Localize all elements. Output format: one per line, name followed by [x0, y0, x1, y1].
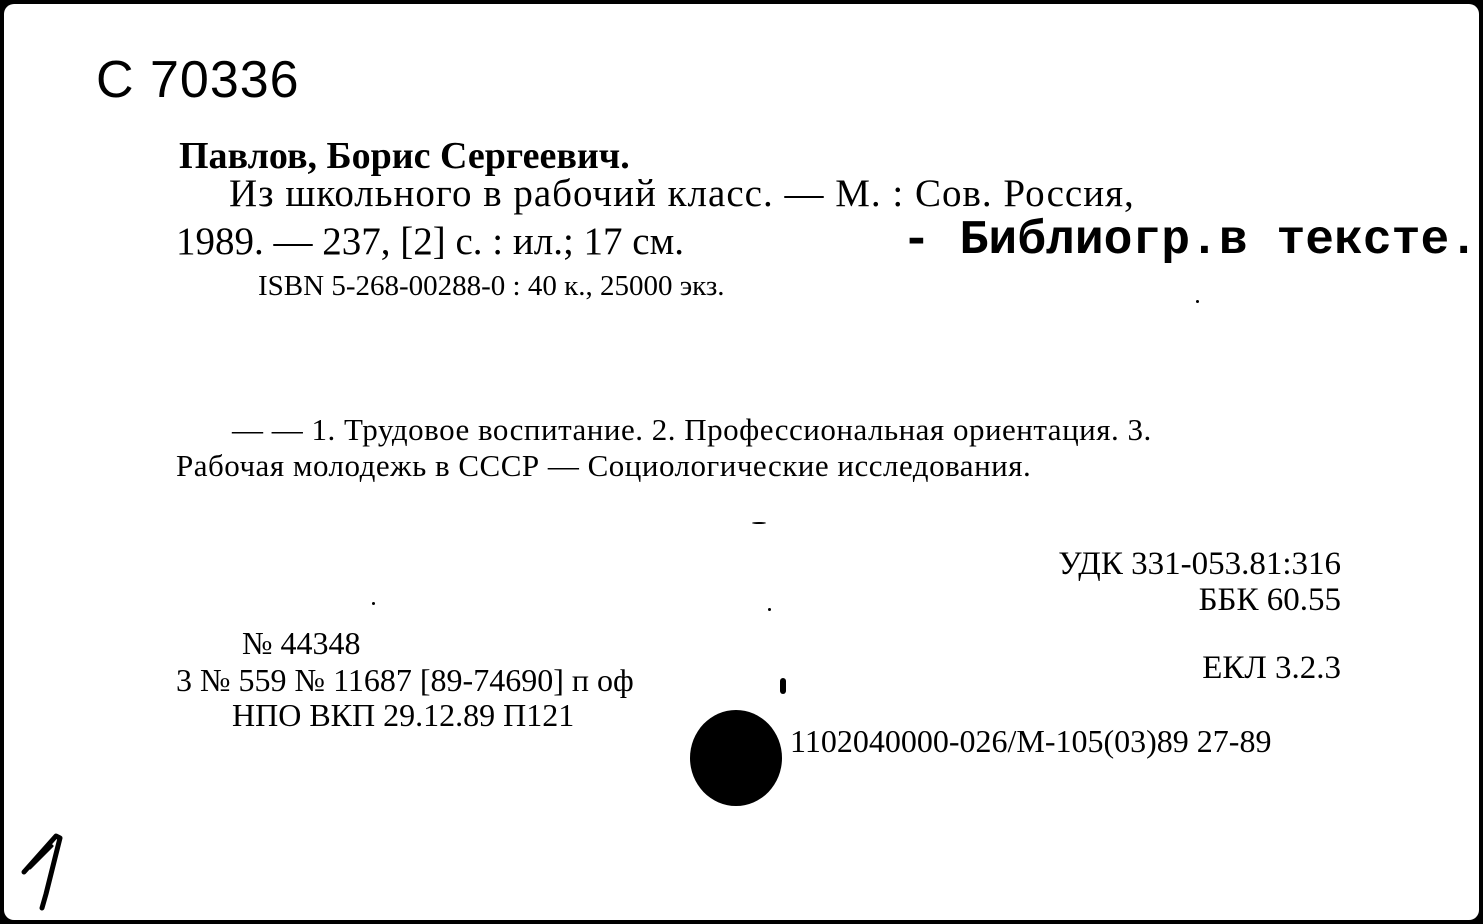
print-speck	[768, 608, 771, 611]
shelf-mark: С 70336	[96, 51, 300, 109]
catalog-card	[4, 4, 1479, 920]
print-speck	[372, 602, 375, 605]
print-speck	[752, 522, 766, 524]
bbk-classification: ББК 60.55	[1198, 582, 1341, 618]
print-speck	[1196, 300, 1199, 303]
udk-classification: УДК 331-053.81:316	[1058, 546, 1341, 582]
npo-line: НПО ВКП 29.12.89 П121	[232, 697, 575, 733]
author-heading: Павлов, Борис Сергеевич.	[179, 135, 630, 177]
publication-line: 1989. — 237, [2] с. : ил.; 17 см.	[176, 220, 685, 263]
punch-hole	[690, 710, 782, 806]
catalog-code: 1102040000-026/М-105(03)89 27-89	[790, 723, 1272, 759]
ekl-classification: ЕКЛ 3.2.3	[1202, 650, 1341, 686]
bibliography-stamp: - Библиогр.в тексте.	[902, 214, 1479, 268]
subject-headings-line-2: Рабочая молодежь в СССР — Социологические исследования.	[176, 448, 1032, 483]
accession-number: № 44348	[242, 625, 361, 661]
book-title-line: Из школьного в рабочий класс. — М. : Сов. Россия,	[229, 172, 1135, 215]
handwritten-sheet-number-icon	[16, 824, 76, 914]
subject-headings-line-1: — — 1. Трудовое воспитание. 2. Профессиональная ориентация. 3.	[232, 412, 1152, 447]
isbn-line: ISBN 5-268-00288-0 : 40 к., 25000 экз.	[258, 270, 725, 302]
order-line: 3 № 559 № 11687 [89-74690] п оф	[176, 662, 634, 698]
pencil-mark	[780, 678, 786, 694]
